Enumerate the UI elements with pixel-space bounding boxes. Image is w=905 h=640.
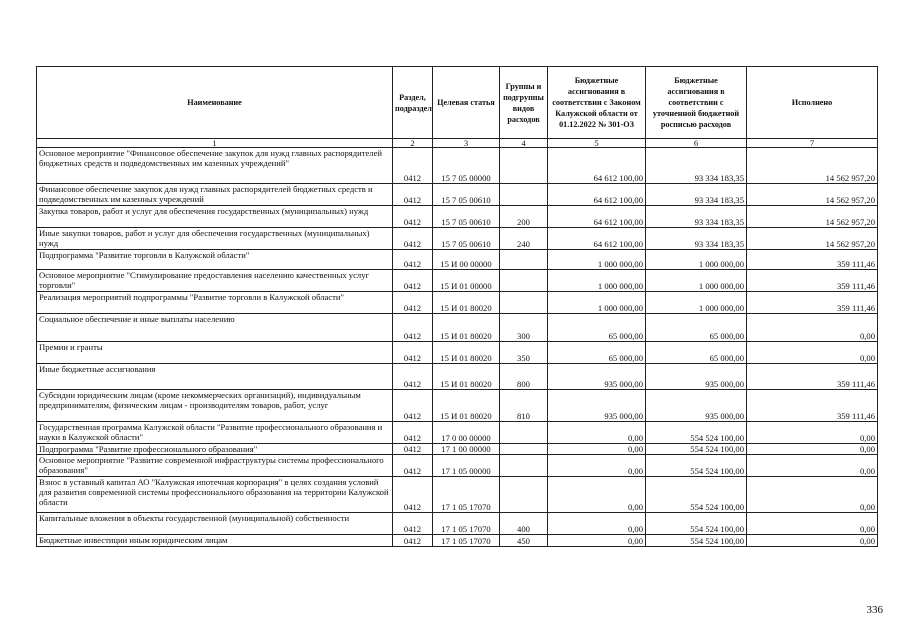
header-name: Наименование xyxy=(37,67,393,139)
row-refined-amount: 554 524 100,00 xyxy=(646,455,747,477)
row-name: Реализация мероприятий подпрограммы "Развитие торговли в Калужской области" xyxy=(37,292,393,314)
row-article: 17 1 00 00000 xyxy=(433,444,500,455)
row-group: 240 xyxy=(500,228,548,250)
row-article: 15 И 01 80020 xyxy=(433,342,500,364)
table-row xyxy=(37,390,878,422)
row-name: Иные бюджетные ассигнования xyxy=(37,364,393,390)
row-article: 17 1 05 17070 xyxy=(433,513,500,535)
row-refined-amount: 935 000,00 xyxy=(646,390,747,422)
row-law-amount: 0,00 xyxy=(548,444,646,455)
row-article: 15 7 05 00610 xyxy=(433,184,500,206)
row-name: Подпрограмма "Развитие торговли в Калужской области" xyxy=(37,250,393,270)
row-article: 15 И 00 00000 xyxy=(433,250,500,270)
row-law-amount: 65 000,00 xyxy=(548,314,646,342)
row-name: Государственная программа Калужской области "Развитие профессионального образования и науки в Калужской области" xyxy=(37,422,393,444)
row-group xyxy=(500,455,548,477)
row-law-amount: 0,00 xyxy=(548,455,646,477)
row-refined-amount: 93 334 183,35 xyxy=(646,148,747,184)
row-name: Капитальные вложения в объекты государственной (муниципальной) собственности xyxy=(37,513,393,535)
row-executed-amount: 359 111,46 xyxy=(747,390,878,422)
row-group: 200 xyxy=(500,206,548,228)
row-section: 0412 xyxy=(393,422,433,444)
table-row xyxy=(37,422,878,444)
row-refined-amount: 1 000 000,00 xyxy=(646,250,747,270)
row-executed-amount: 0,00 xyxy=(747,314,878,342)
table-row xyxy=(37,342,878,364)
row-section: 0412 xyxy=(393,206,433,228)
row-section: 0412 xyxy=(393,292,433,314)
row-law-amount: 64 612 100,00 xyxy=(548,184,646,206)
row-refined-amount: 93 334 183,35 xyxy=(646,184,747,206)
table-row xyxy=(37,184,878,206)
header-group: Группы и подгруппы видов расходов xyxy=(500,67,548,139)
row-refined-amount: 554 524 100,00 xyxy=(646,477,747,513)
row-name: Финансовое обеспечение закупок для нужд главных распорядителей бюджетных средств и подведомственных им казенных учреждений xyxy=(37,184,393,206)
row-article: 17 0 00 00000 xyxy=(433,422,500,444)
row-group xyxy=(500,292,548,314)
row-name: Социальное обеспечение и иные выплаты населению xyxy=(37,314,393,342)
row-article: 17 1 05 17070 xyxy=(433,477,500,513)
column-number: 2 xyxy=(393,139,433,148)
column-number-row xyxy=(37,139,878,148)
header-row xyxy=(37,67,878,139)
row-section: 0412 xyxy=(393,390,433,422)
row-law-amount: 64 612 100,00 xyxy=(548,148,646,184)
row-article: 17 1 05 17070 xyxy=(433,535,500,547)
table-row xyxy=(37,477,878,513)
row-refined-amount: 65 000,00 xyxy=(646,342,747,364)
page-number: 336 xyxy=(866,604,883,616)
row-group: 300 xyxy=(500,314,548,342)
budget-table xyxy=(36,66,878,547)
row-law-amount: 935 000,00 xyxy=(548,390,646,422)
row-group xyxy=(500,270,548,292)
row-executed-amount: 14 562 957,20 xyxy=(747,184,878,206)
row-article: 15 И 01 00000 xyxy=(433,270,500,292)
row-group xyxy=(500,422,548,444)
row-executed-amount: 0,00 xyxy=(747,444,878,455)
row-name: Иные закупки товаров, работ и услуг для обеспечения государственных (муниципальных) нужд xyxy=(37,228,393,250)
row-refined-amount: 1 000 000,00 xyxy=(646,270,747,292)
header-law: Бюджетные ассигнования в соответствии с Законом Калужской области от 01.12.2022 № 301-ОЗ xyxy=(548,67,646,139)
row-refined-amount: 93 334 183,35 xyxy=(646,228,747,250)
row-article: 15 И 01 80020 xyxy=(433,292,500,314)
row-executed-amount: 0,00 xyxy=(747,422,878,444)
table-row xyxy=(37,148,878,184)
row-group: 350 xyxy=(500,342,548,364)
row-law-amount: 64 612 100,00 xyxy=(548,206,646,228)
row-section: 0412 xyxy=(393,270,433,292)
row-law-amount: 0,00 xyxy=(548,535,646,547)
row-executed-amount: 359 111,46 xyxy=(747,250,878,270)
row-refined-amount: 554 524 100,00 xyxy=(646,535,747,547)
row-refined-amount: 554 524 100,00 xyxy=(646,444,747,455)
table-body xyxy=(37,148,878,547)
row-section: 0412 xyxy=(393,455,433,477)
row-group: 800 xyxy=(500,364,548,390)
row-section: 0412 xyxy=(393,477,433,513)
row-section: 0412 xyxy=(393,444,433,455)
column-number: 3 xyxy=(433,139,500,148)
row-refined-amount: 65 000,00 xyxy=(646,314,747,342)
row-law-amount: 1 000 000,00 xyxy=(548,292,646,314)
row-article: 17 1 05 00000 xyxy=(433,455,500,477)
row-section: 0412 xyxy=(393,314,433,342)
row-article: 15 И 01 80020 xyxy=(433,314,500,342)
row-group: 400 xyxy=(500,513,548,535)
table-row xyxy=(37,250,878,270)
row-law-amount: 0,00 xyxy=(548,477,646,513)
row-section: 0412 xyxy=(393,535,433,547)
row-name: Основное мероприятие "Стимулирование предоставления населению качественных услуг торговли" xyxy=(37,270,393,292)
row-article: 15 И 01 80020 xyxy=(433,390,500,422)
column-number: 7 xyxy=(747,139,878,148)
header-executed: Исполнено xyxy=(747,67,878,139)
row-executed-amount: 14 562 957,20 xyxy=(747,148,878,184)
row-name: Основное мероприятие "Развитие современной инфраструктуры системы профессионального образования" xyxy=(37,455,393,477)
row-group xyxy=(500,250,548,270)
table-row xyxy=(37,364,878,390)
row-group xyxy=(500,444,548,455)
row-law-amount: 935 000,00 xyxy=(548,364,646,390)
column-number: 1 xyxy=(37,139,393,148)
header-section: Раздел, подраздел xyxy=(393,67,433,139)
table-row xyxy=(37,535,878,547)
table-row xyxy=(37,228,878,250)
row-refined-amount: 935 000,00 xyxy=(646,364,747,390)
row-executed-amount: 359 111,46 xyxy=(747,270,878,292)
row-name: Закупка товаров, работ и услуг для обеспечения государственных (муниципальных) нужд xyxy=(37,206,393,228)
table-row xyxy=(37,444,878,455)
row-executed-amount: 359 111,46 xyxy=(747,292,878,314)
row-executed-amount: 0,00 xyxy=(747,477,878,513)
row-section: 0412 xyxy=(393,184,433,206)
row-section: 0412 xyxy=(393,228,433,250)
table-row xyxy=(37,455,878,477)
column-number: 4 xyxy=(500,139,548,148)
table-row xyxy=(37,314,878,342)
row-law-amount: 65 000,00 xyxy=(548,342,646,364)
row-group xyxy=(500,148,548,184)
row-law-amount: 64 612 100,00 xyxy=(548,228,646,250)
row-article: 15 И 01 80020 xyxy=(433,364,500,390)
row-name: Премии и гранты xyxy=(37,342,393,364)
row-name: Подпрограмма "Развитие профессионального образования" xyxy=(37,444,393,455)
row-executed-amount: 0,00 xyxy=(747,535,878,547)
row-section: 0412 xyxy=(393,364,433,390)
row-law-amount: 1 000 000,00 xyxy=(548,250,646,270)
row-group xyxy=(500,477,548,513)
row-refined-amount: 554 524 100,00 xyxy=(646,513,747,535)
row-executed-amount: 0,00 xyxy=(747,513,878,535)
row-law-amount: 0,00 xyxy=(548,422,646,444)
table-row xyxy=(37,292,878,314)
row-section: 0412 xyxy=(393,513,433,535)
row-executed-amount: 0,00 xyxy=(747,342,878,364)
row-refined-amount: 554 524 100,00 xyxy=(646,422,747,444)
row-group xyxy=(500,184,548,206)
header-refined: Бюджетные ассигнования в соответствии с уточненной бюджетной росписью расходов xyxy=(646,67,747,139)
row-section: 0412 xyxy=(393,148,433,184)
row-executed-amount: 359 111,46 xyxy=(747,364,878,390)
row-section: 0412 xyxy=(393,250,433,270)
row-article: 15 7 05 00610 xyxy=(433,228,500,250)
row-article: 15 7 05 00000 xyxy=(433,148,500,184)
column-number: 5 xyxy=(548,139,646,148)
row-section: 0412 xyxy=(393,342,433,364)
row-name: Субсидии юридическим лицам (кроме некоммерческих организаций), индивидуальным предпринимателям, физическим лицам - производителям товаров, работ, услуг xyxy=(37,390,393,422)
row-group: 810 xyxy=(500,390,548,422)
row-name: Основное мероприятие "Финансовое обеспечение закупок для нужд главных распорядителей бюджетных средств и подведомственных им казенных учреждений" xyxy=(37,148,393,184)
row-law-amount: 1 000 000,00 xyxy=(548,270,646,292)
row-name: Взнос в уставный капитал АО "Калужская ипотечная корпорация" в целях создания условий для развития современной системы профессионального образования на территории Калужской области xyxy=(37,477,393,513)
row-refined-amount: 1 000 000,00 xyxy=(646,292,747,314)
table-row xyxy=(37,513,878,535)
row-executed-amount: 14 562 957,20 xyxy=(747,206,878,228)
table-row xyxy=(37,206,878,228)
row-name: Бюджетные инвестиции иным юридическим лицам xyxy=(37,535,393,547)
table-row xyxy=(37,270,878,292)
header-article: Целевая статья xyxy=(433,67,500,139)
column-number: 6 xyxy=(646,139,747,148)
row-group: 450 xyxy=(500,535,548,547)
row-executed-amount: 0,00 xyxy=(747,455,878,477)
row-law-amount: 0,00 xyxy=(548,513,646,535)
row-article: 15 7 05 00610 xyxy=(433,206,500,228)
row-executed-amount: 14 562 957,20 xyxy=(747,228,878,250)
row-refined-amount: 93 334 183,35 xyxy=(646,206,747,228)
